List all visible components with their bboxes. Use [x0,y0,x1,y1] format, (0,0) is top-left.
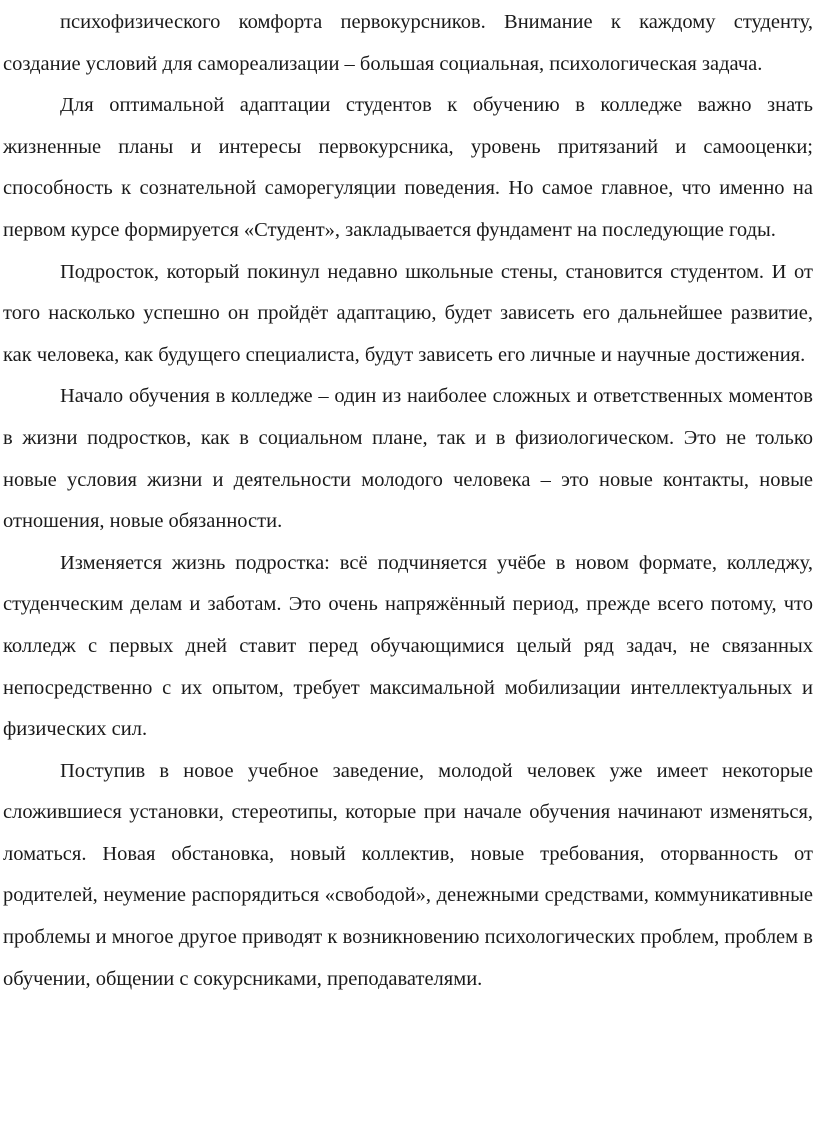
paragraph-6: Поступив в новое учебное заведение, молодой человек уже имеет некоторые сложившиеся установки, стереотипы, которые при начале обучения начинают изменяться, ломаться. Новая обстановка, новый коллектив, новые требования, оторванность от родителей, неумение распорядиться «свободой», денежными средствами, коммуникативные проблемы и многое другое приводят к возникновению психологических проблем, проблем в обучении, общении с сокурсниками, преподавателями. [3,759,813,990]
paragraph-2: Для оптимальной адаптации студентов к обучению в колледже важно знать жизненные планы и интересы первокурсника, уровень притязаний и самооценки; способность к сознательной саморегуляции поведения. Но самое главное, что именно на первом курсе формируется «Студент», закладывается фундамент на последующие годы. [3,94,813,241]
paragraph-4: Начало обучения в колледже – один из наиболее сложных и ответственных моментов в жизни подростков, как в социальном плане, так и в физиологическом. Это не только новые условия жизни и деятельности молодого человека – это новые контакты, новые отношения, новые обязанности. [3,385,813,533]
paragraph-1: психофизического комфорта первокурсников. Внимание к каждому студенту, создание условий для самореализации – большая социальная, психологическая задача. [3,11,813,75]
paragraph-5: Изменяется жизнь подростка: всё подчиняется учёбе в новом формате, колледжу, студенческим делам и заботам. Это очень напряжённый период, прежде всего потому, что колледж с первых дней ставит перед обучающимися целый ряд задач, не связанных непосредственно с их опытом, требует максимальной мобилизации интеллектуальных и физических сил. [3,551,813,741]
paragraph-3: Подросток, который покинул недавно школьные стены, становится студентом. И от того насколько успешно он пройдёт адаптацию, будет зависеть его дальнейшее развитие, как человека, как будущего специалиста, будут зависеть его личные и научные достижения. [3,260,813,366]
